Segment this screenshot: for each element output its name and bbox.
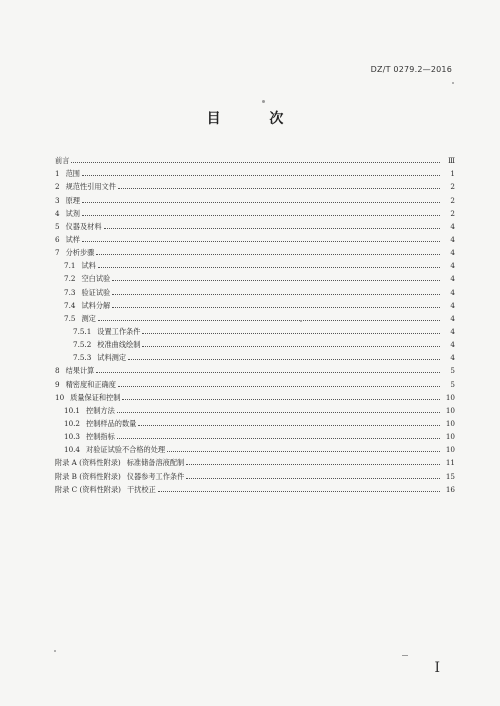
toc-entry-page: 16 (445, 484, 455, 494)
toc-entry-label (55, 393, 120, 402)
toc-entry-text: 试剂 (65, 208, 80, 218)
toc-leader-dots (96, 253, 440, 255)
toc-entry-label (55, 222, 102, 231)
toc-entry-text: 质量保证和控制 (70, 392, 121, 402)
toc-entry-page: 4 (450, 234, 455, 244)
toc-leader-dots (142, 345, 440, 347)
toc-entry[interactable] (55, 297, 455, 310)
toc-entry-label (55, 182, 116, 191)
toc-entry[interactable] (55, 310, 455, 323)
toc-entry[interactable] (55, 415, 455, 428)
page-title: 目 次 (206, 111, 306, 127)
scan-speck (300, 320, 302, 322)
toc-entry[interactable] (55, 323, 455, 336)
toc-entry-page: 4 (450, 221, 455, 231)
toc-entry[interactable] (55, 336, 455, 349)
toc-entry-label (64, 261, 96, 270)
toc-entry-page: 4 (450, 287, 455, 297)
toc-leader-dots (104, 227, 440, 229)
toc-entry-label (64, 301, 110, 310)
toc-leader-dots (96, 371, 440, 373)
toc-entry-label (73, 327, 140, 336)
toc-entry-label (64, 445, 165, 454)
toc-entry-text: 控制指标 (86, 432, 115, 442)
toc-entry[interactable] (55, 231, 455, 244)
toc-entry-page: 15 (445, 471, 455, 481)
toc-leader-dots (118, 187, 440, 189)
toc-entry-label (64, 314, 96, 323)
toc-entry-number: 附录 B (资料性附录) (55, 471, 121, 481)
toc-entry-label (64, 288, 110, 297)
toc-entry[interactable] (55, 205, 455, 218)
toc-leader-dots (82, 240, 440, 242)
toc-entry-number: 附录 A (资料性附录) (55, 458, 121, 468)
toc-entry-text: 分析步骤 (65, 248, 95, 258)
toc-leader-dots (142, 332, 440, 334)
toc-entry-text: 设置工作条件 (97, 326, 141, 336)
toc-entry[interactable] (55, 218, 455, 231)
toc-entry-page: 1 (450, 169, 455, 179)
toc-entry-text: 试样 (65, 234, 80, 244)
toc-entry-number: 10.3 (64, 432, 81, 442)
toc-leader-dots (186, 477, 440, 479)
scan-speck (452, 82, 454, 84)
toc-entry-number: 7.5.3 (73, 353, 92, 363)
toc-entry-label (55, 169, 80, 178)
toc-entry-label (73, 340, 140, 349)
toc-entry-text: 校准曲线绘制 (97, 340, 141, 350)
toc-entry-page: 5 (450, 379, 455, 389)
toc-entry-page: 10 (445, 445, 455, 455)
toc-entry-number: 8 (55, 366, 60, 376)
toc-entry-text: 对验证试验不合格的处理 (86, 445, 166, 455)
toc-entry-number: 7 (55, 248, 60, 258)
toc-entry-page: Ⅲ (448, 156, 455, 166)
toc-entry-text: 试料 (81, 261, 96, 271)
toc-entry-text: 规范性引用文件 (65, 182, 116, 192)
page-number: I (434, 660, 440, 676)
toc-entry-page: 10 (445, 418, 455, 428)
toc-entry-page: 2 (450, 208, 455, 218)
toc-entry-text: 原理 (65, 195, 80, 205)
toc-entry-number: 10.1 (64, 405, 81, 415)
toc-entry-text: 测定 (81, 313, 96, 323)
toc-entry-text: 仪器及材料 (65, 221, 102, 231)
toc-entry[interactable] (55, 270, 455, 283)
toc-leader-dots (118, 385, 440, 387)
scan-speck (262, 100, 265, 103)
toc-entry-number: 1 (55, 169, 60, 179)
toc-leader-dots (112, 279, 440, 281)
toc-entry-page: 4 (450, 300, 455, 310)
toc-entry[interactable] (55, 178, 455, 191)
toc-entry-label (55, 209, 80, 218)
toc-entry-number: 6 (55, 234, 60, 244)
toc-entry[interactable] (55, 165, 455, 178)
toc-entry-text: 结果计算 (65, 366, 95, 376)
toc-entry-page: 10 (445, 392, 455, 402)
toc-entry[interactable] (55, 467, 455, 480)
document-code: DZ/T 0279.2—2016 (370, 65, 452, 74)
toc-entry-page: 4 (450, 274, 455, 284)
toc-entry-text: 试料测定 (97, 353, 127, 363)
toc-leader-dots (98, 266, 440, 268)
toc-entry-number: 4 (55, 208, 60, 218)
toc-entry-page: 4 (450, 353, 455, 363)
toc-entry-text: 干扰校正 (127, 484, 156, 494)
toc-leader-dots (117, 437, 440, 439)
toc-entry-text: 控制方法 (86, 405, 115, 415)
toc-entry-label (64, 419, 136, 428)
toc-entry-number: 7.2 (64, 274, 76, 284)
toc-leader-dots (158, 490, 440, 492)
scan-speck (402, 655, 408, 656)
toc-entry-label (55, 485, 156, 494)
toc-entry[interactable] (55, 428, 455, 441)
toc-entry-text: 精密度和正确度 (65, 379, 116, 389)
toc-leader-dots (112, 293, 440, 295)
toc-entry-page: 2 (450, 182, 455, 192)
toc-leader-dots (117, 411, 440, 413)
toc-entry-label (55, 472, 184, 481)
toc-entry-label (55, 196, 80, 205)
toc-entry-label (55, 458, 184, 467)
toc-entry-page: 10 (445, 405, 455, 415)
toc-leader-dots (128, 358, 440, 360)
toc-entry[interactable] (55, 349, 455, 362)
toc-entry-text: 控制样品的数量 (86, 418, 137, 428)
toc-entry-text: 仪器参考工作条件 (126, 471, 185, 481)
toc-entry[interactable] (55, 283, 455, 296)
toc-entry-label (64, 432, 115, 441)
toc-leader-dots (98, 319, 440, 321)
toc-entry-label (73, 353, 126, 362)
toc-entry-number: 附录 C (资料性附录) (55, 484, 121, 494)
toc-leader-dots (112, 306, 440, 308)
toc-entry-text: 验证试验 (81, 287, 111, 297)
toc-entry-number: 9 (55, 379, 60, 389)
toc-entry-number: 5 (55, 221, 60, 231)
toc-entry-label (64, 274, 110, 283)
toc-entry-number: 7.5 (64, 313, 76, 323)
toc-leader-dots (71, 161, 440, 163)
scan-speck (54, 650, 56, 652)
toc-leader-dots (82, 174, 440, 176)
toc-entry[interactable] (55, 454, 455, 467)
toc-entry-number: 10.2 (64, 418, 81, 428)
toc-entry-number: 10.4 (64, 445, 81, 455)
toc-entry-label (55, 235, 80, 244)
toc-entry-page: 11 (445, 458, 455, 468)
toc-entry-label (55, 156, 69, 165)
toc-entry-number: 3 (55, 195, 60, 205)
toc-entry-number: 7.5.1 (73, 326, 92, 336)
toc-entry-page: 4 (450, 326, 455, 336)
toc-leader-dots (122, 398, 440, 400)
toc-entry-number: 7.3 (64, 287, 76, 297)
toc-entry-label (55, 248, 94, 257)
toc-entry[interactable] (55, 191, 455, 204)
toc-entry[interactable] (55, 362, 455, 375)
toc-entry[interactable] (55, 244, 455, 257)
toc-leader-dots (82, 201, 440, 203)
toc-entry-number: 7.4 (64, 300, 76, 310)
toc-entry-number: 7.1 (64, 261, 76, 271)
toc-entry[interactable] (55, 441, 455, 454)
toc-entry-text: 试料分解 (81, 300, 111, 310)
toc-entry[interactable] (55, 375, 455, 388)
table-of-contents (55, 152, 455, 494)
toc-leader-dots (186, 463, 440, 465)
toc-entry-page: 4 (450, 261, 455, 271)
toc-entry[interactable] (55, 402, 455, 415)
toc-entry-text: 标准储备溶液配制 (126, 458, 185, 468)
toc-entry-page: 4 (450, 313, 455, 323)
toc-entry-number: 2 (55, 182, 60, 192)
toc-entry-page: 10 (445, 432, 455, 442)
toc-entry-label (64, 406, 115, 415)
toc-entry-page: 5 (450, 366, 455, 376)
toc-entry[interactable] (55, 257, 455, 270)
toc-leader-dots (167, 450, 440, 452)
toc-entry-text: 前言 (55, 156, 70, 166)
toc-entry-text: 范围 (65, 169, 80, 179)
toc-entry-page: 2 (450, 195, 455, 205)
toc-entry-page: 4 (450, 248, 455, 258)
toc-entry[interactable] (55, 389, 455, 402)
toc-entry-label (55, 380, 116, 389)
toc-entry-number: 10 (55, 392, 65, 402)
toc-entry-text: 空白试验 (81, 274, 111, 284)
toc-entry[interactable] (55, 481, 455, 494)
toc-entry-number: 7.5.2 (73, 340, 92, 350)
toc-entry-page: 4 (450, 340, 455, 350)
toc-leader-dots (82, 214, 440, 216)
toc-entry[interactable] (55, 152, 455, 165)
toc-entry-label (55, 366, 94, 375)
toc-leader-dots (138, 424, 440, 426)
